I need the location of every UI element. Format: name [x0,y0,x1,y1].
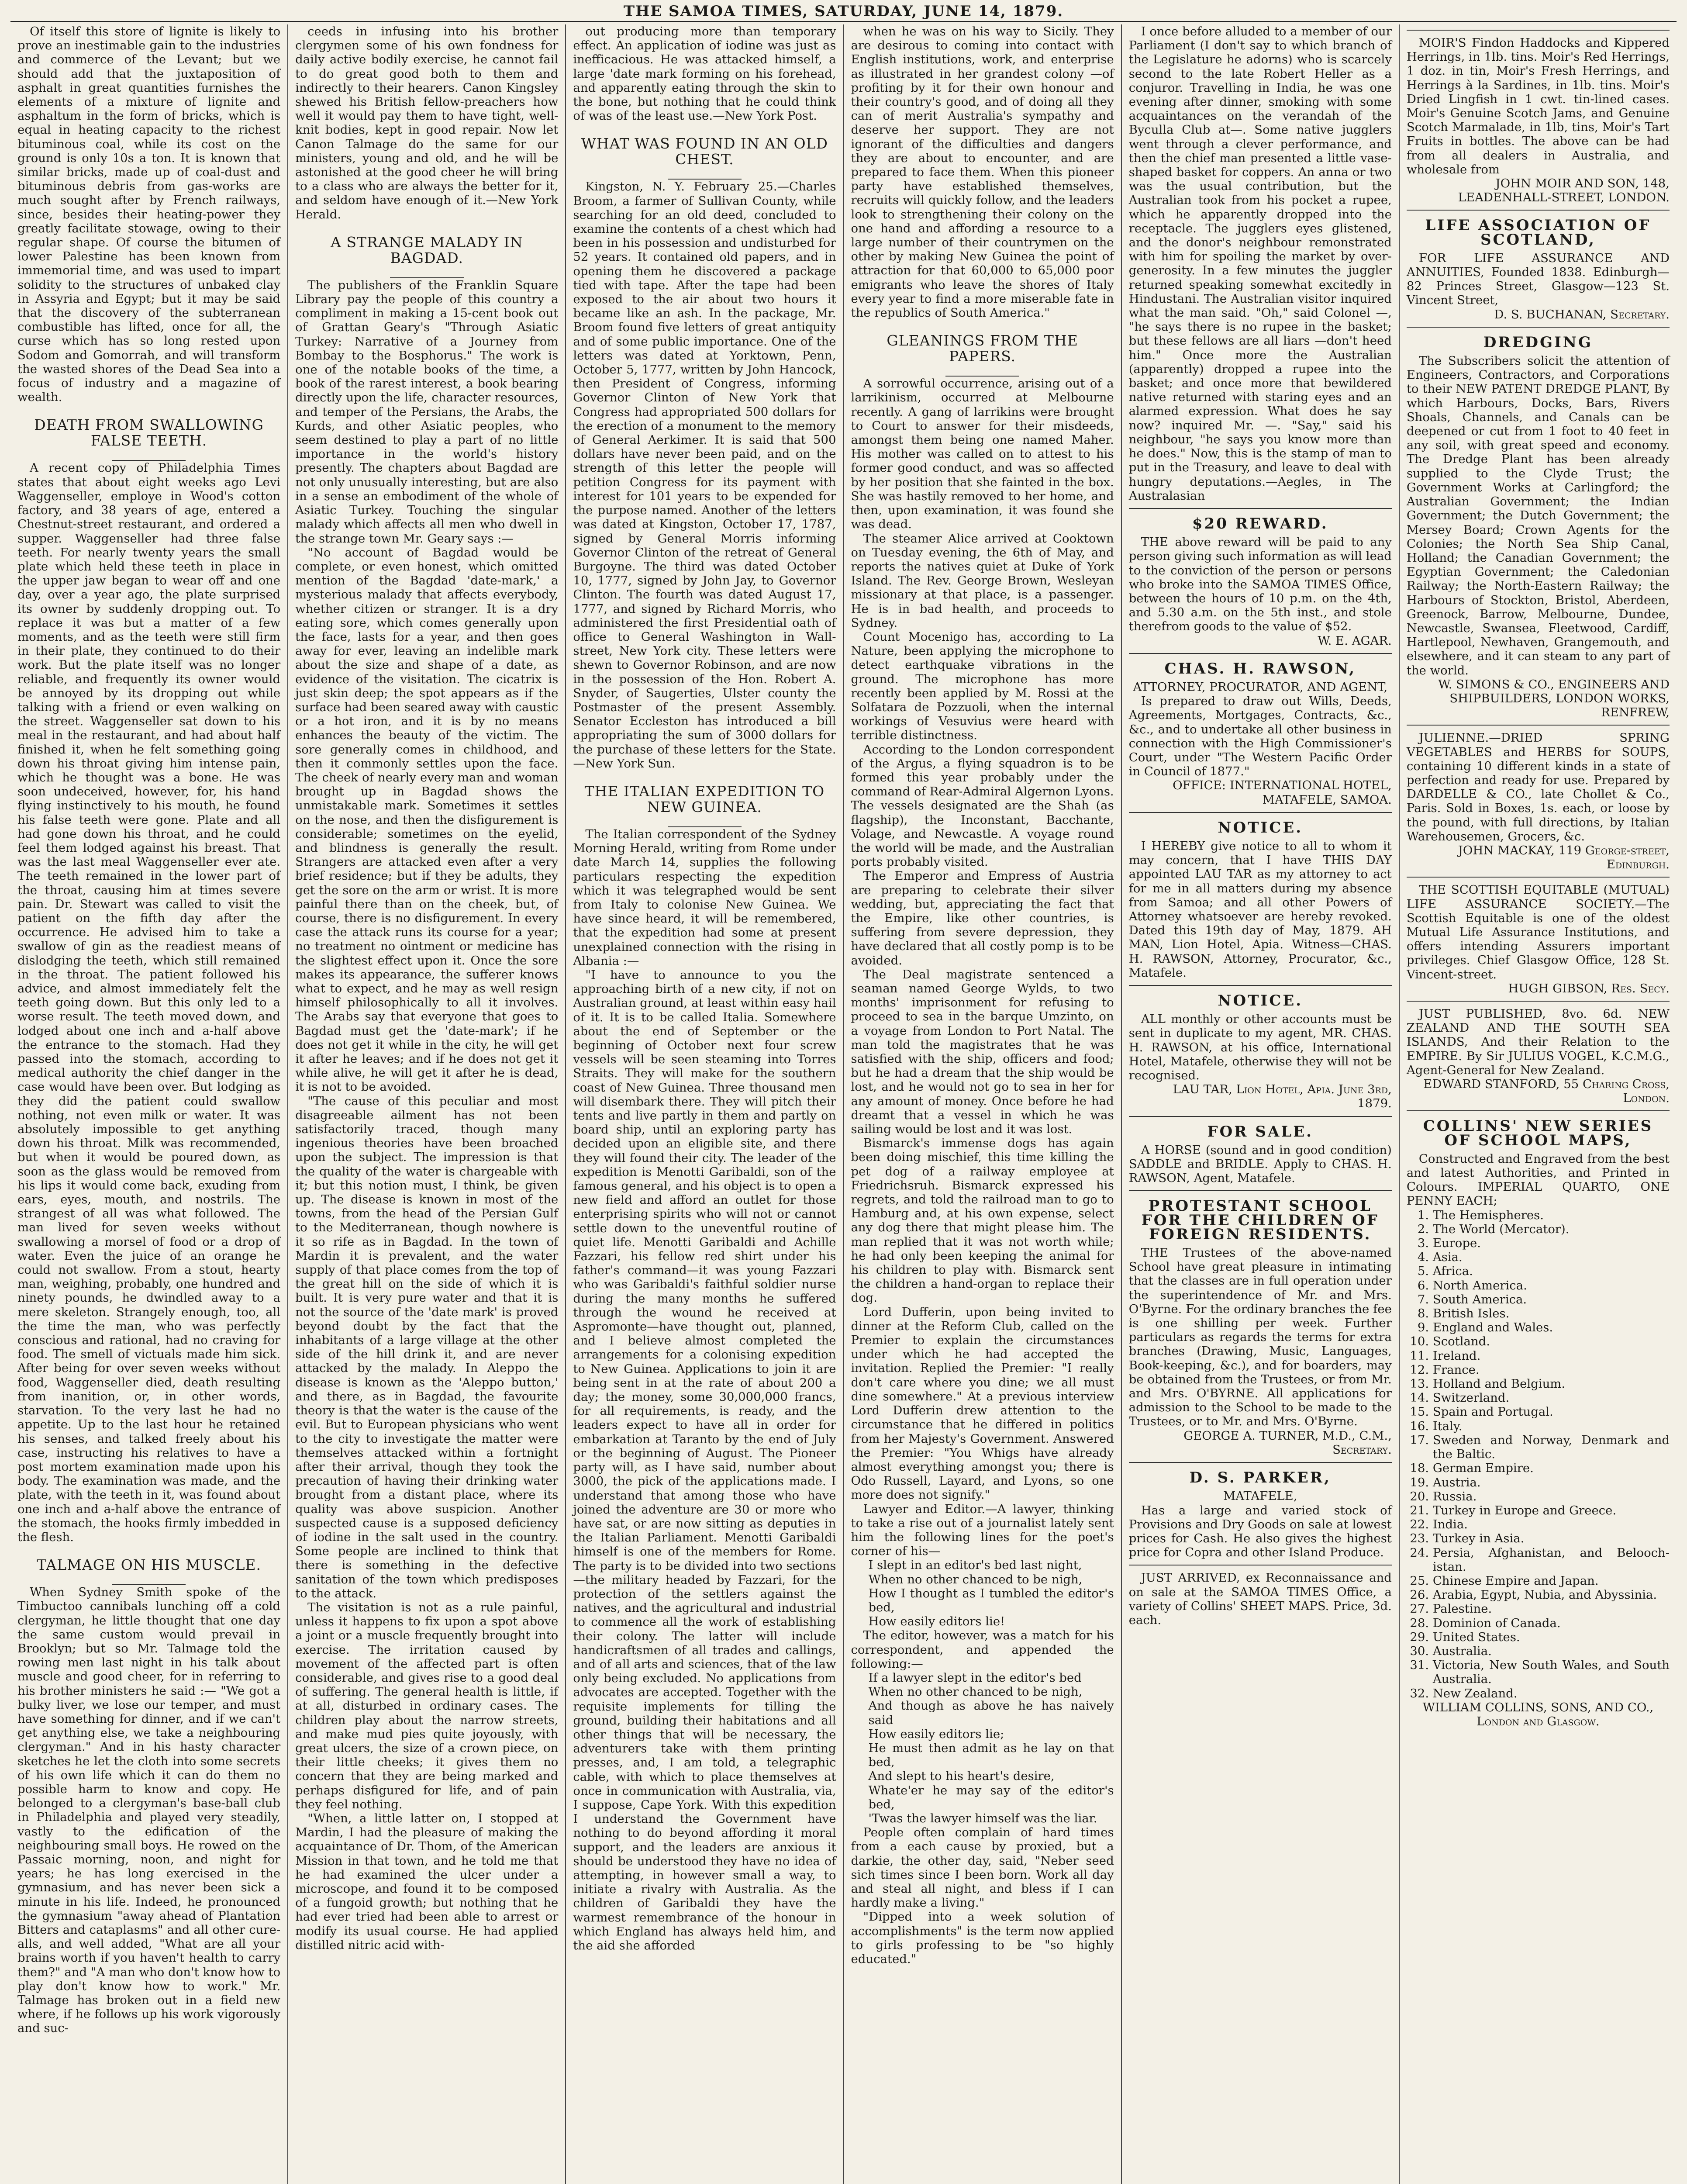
ad-body: MOIR'S Findon Haddocks and Kippered Herrings, in 1lb. tins. Moir's Red Herrings, 1 doz. in tin, Moir's Fresh Herrings, and Herrings à la Sardines, in 1lb. tins. Moir's Dried Lingfish in 1 cwt. tin-lined cases. Moir's Genuine Scotch Jams, and Genuine Scotch Marmalade, in 1lb, tins, Moir's Tart Fruits in bottles. The above can be had from all dealers in Australia, and wholesale from [1406,36,1670,176]
ad-title: NOTICE. [1218,819,1303,836]
advertisement [1129,985,1392,1111]
ad-title: CHAS. H. RAWSON, [1164,660,1356,677]
columns [10,24,1677,2184]
article-paragraph: ceeds in infusing into his brother clergymen some of his own fondness for daily active bodily exercise, he cannot fail to do great good both to them and indirectly to their hearers. Canon Kingsley shewed his British fellow-preachers how well it would pay them to have tight, well-knit bodies, kept in good repair. Now let Canon Talmage do the same for our ministers, young and old, and he will be astonished at the good cheer he will bring to a class who are always the better for it, and seldom have enough of it.—New York Herald. [295,24,559,221]
map-list-item: 7. South America. [1433,1292,1670,1306]
map-list [1407,1208,1670,1700]
map-list-item: 15. Spain and Portugal. [1433,1405,1670,1419]
ad-body: Is prepared to draw out Wills, Deeds, Agreements, Mortgages, Contracts, &c., &c., and to undertake all other business in connection with the High Commissioner's Court, under "The Western Pacific Order in Council of 1877." [1128,694,1392,779]
ad-signature: W. E. AGAR. [1318,633,1392,648]
map-list-item: 13. Holland and Belgium. [1433,1377,1670,1391]
verse: If a lawyer slept in the editor's bed When no other chanced to be nigh, And though as above he has naively said How easily editors lie; He must then admit as he lay on that bed, And slept to his heart's desire, Whate'er he may say of the editor's bed, 'Twas the lawyer himself was the liar. [868,1670,1114,1825]
map-list-item: 16. Italy. [1433,1419,1670,1433]
column-5 [1122,24,1400,2184]
ad-signature: HUGH GIBSON, Res. Secy. [1508,981,1670,995]
ad-subtitle: MATAFELE, [1223,1489,1297,1503]
map-list-item: 5. Africa. [1433,1264,1670,1278]
ad-signature: D. S. BUCHANAN, Secretary. [1494,307,1670,321]
masthead-rule [10,21,1677,22]
ad-signature: WILLIAM COLLINS, SONS, AND CO., London and Glasgow. [1422,1700,1654,1728]
ad-body: ALL monthly or other accounts must be sent in duplicate to my agent, MR. CHAS. H. RAWSON, at his office, International Hotel, Matafele, otherwise they will not be recognised. [1128,1012,1392,1083]
article-paragraph: Lord Dufferin, upon being invited to dinner at the Reform Club, called on the Premier to explain the circumstances under which he had accepted the invitation. Replied the Premier: "I really don't care where you dine; we all must dine somewhere." At a previous interview Lord Dufferin drew attention to the circumstance that he differed in politics from her Majesty's Government. Answered the Premier: "You Whigs have already almost everything amongst you; there is Odo Russell, Layard, and Lyons, so one more does not signify." [851,1305,1114,1502]
map-list-item: 32. New Zealand. [1433,1686,1670,1700]
map-list-item: 19. Austria. [1433,1476,1670,1489]
map-list-item: 18. German Empire. [1433,1461,1670,1475]
map-list-item: 4. Asia. [1433,1250,1670,1264]
column-1 [10,24,288,2184]
map-list-item: 31. Victoria, New South Wales, and South Australia. [1433,1658,1670,1686]
ad-title: DREDGING [1483,333,1593,351]
column-6 [1400,24,1677,2184]
article-paragraph: "When, a little latter on, I stopped at Mardin, I had the pleasure of making the acquaintance of Dr. Thom, of the American Mission in that town, and he told me that he had examined the ulcer under a microscope, and found it to be composed of a fungoid growth; but nothing that he had ever tried had been able to arrest or modify its usual course. He had applied distilled nitric acid with- [295,1811,559,1952]
ad-body: THE Trustees of the above-named School have great pleasure in intimating that the classes are in full operation under the superintendence of Mr. and Mrs. O'Byrne. For the ordinary branches the fee is one shilling per week. Further particulars as regards the terms for extra branches (Drawing, Music, Languages, Book-keeping, &c.), and for boarders, may be obtained from the Trustees, or from Mr. and Mrs. O'BYRNE. All applications for admission to the School to be made to the Trustees, or to Mr. and Mrs. O'Byrne. [1128,1246,1392,1429]
map-list-item: 17. Sweden and Norway, Denmark and the Baltic. [1433,1433,1670,1461]
ad-signature: OFFICE: INTERNATIONAL HOTEL, MATAFELE, SAMOA. [1173,778,1392,807]
advertisement [1407,1001,1670,1105]
article-paragraph: A recent copy of Philadelphia Times states that about eight weeks ago Levi Waggenseller, employe in Wood's cotton factory, and 38 years of age, entered a Chestnut-street restaurant, and ordered a supper. Waggenseller had three false teeth. For nearly twenty years the small plate which held these teeth in place in the upper jaw began to wear off and one day, over a year ago, the plate surprised its owner by suddenly dropping out. To replace it was but a matter of a few moments, and as the teeth were still firm in their plate, they continued to do their work. But the plate itself was no longer reliable, and frequently its owner would be annoyed by its dropping out while talking with a friend or even walking on the street. Waggenseller sat down to his meal in the restaurant, and had about half finished it, when he felt something going down his throat giving him intense pain, which he thought was a bone. He was soon undeceived, however, for, his hand flying instinctively to his mouth, he found his false teeth were gone. Plate and all had gone down his throat, and he could feel them lodged against his breast. That was the last meal Waggenseller ever ate. The teeth remained in the lower part of the throat, causing him at times severe pain. Dr. Stewart was called to visit the patient on the fifth day after the occurrence. He advised him to take a swallow of gin as the readiest means of dislodging the teeth, which still remained in the throat. The patient followed his advice, and almost immediately felt the teeth going down. But this only led to a worse result. The teeth moved down, and lodged about one inch and a-half above the entrance to the stomach. Had they passed into the stomach, according to medical authority the chief danger in the case would have been over. But lodging as they did the patient could swallow nothing, not even milk or water. It was absolutely impossible to get anything down his throat. Milk was recommended, but when it would be poured down, as soon as the glass would be removed from his lips it would come back, exuding from ears, eyes, mouth, and nostrils. The strangest of all was what followed. The man lived for seven weeks without swallowing a morsel of food or a drop of water. Even the juice of an orange he could not swallow. From a stout, hearty man, weighing, probably, one hundred and ninety pounds, he dwindled away to a mere skeleton. Strangely enough, too, all the time the man, who was perfectly conscious and rational, had no craving for food. The smell of victuals made him sick. After being for over seven weeks without food, Waggenseller died, death resulting from inanition, or, in other words, starvation. To the very last he had no appetite. Up to the last hour he retained his senses, and talked freely about his case, instructing his relatives to have a post mortem examination made upon his body. The examination was made, and the plate, with the teeth in it, was found about one inch and a-half above the entrance of the stomach, the hooks firmly imbedded in the flesh. [17,461,281,1544]
map-list-item: 28. Dominion of Canada. [1433,1616,1670,1630]
ad-title: COLLINS' NEW SERIES OF SCHOOL MAPS, [1423,1117,1653,1149]
column-4 [844,24,1122,2184]
ad-body: A HORSE (sound and in good condition) SADDLE and BRIDLE. Apply to CHAS. H. RAWSON, Agent, Matafele. [1128,1143,1392,1185]
ad-body: JULIENNE.—DRIED SPRING VEGETABLES and HERBS for SOUPS, containing 10 different kinds in a state of perfection and ready for use. Prepared by DARDELLE & CO., late Chollet & Co., Paris. Sold in Boxes, 1s. each, or loose by the pound, with full directions, by Italian Warehousemen, Grocers, &c. [1406,731,1670,843]
article-paragraph: "I have to announce to you the approaching birth of a new city, if not on Australian ground, at least within easy hail of it. It is to be called Italia. Somewhere about the end of September or the beginning of October next four screw vessels will be seen steaming into Torres Straits. They will make for the southern coast of New Guinea. Three thousand men will disembark there. They will pitch their tents and live partly in them and partly on board ship, until an exploring party has decided upon an eligible site, and there they will found their city. The leader of the expedition is Menotti Garibaldi, son of the famous general, and his object is to open a new field and afford an outlet for those enterprising spirits who will not or cannot settle down to the uneventful routine of quiet life. Menotti Garibaldi and Achille Fazzari, his fellow red shirt under his father's command—it was young Fazzari who was Garibaldi's faithful soldier nurse during the many months he suffered through the wound he received at Aspromonte—have thought out, planned, and I believe almost completed the arrangements for a colonising expedition to New Guinea. Applications to join it are being sent in at the rate of about 200 a day; the money, some 30,000,000 francs, for all requirements, is ready, and the leaders expect to have all in order for embarkation at Taranto by the end of July or the beginning of August. The Pioneer party will, as I have said, number about 3000, the pick of the applications made. I understand that among those who have joined the adventure are 30 or more who have sat, or are now sitting as deputies in the Italian Parliament. Menotti Garibaldi himself is one of the members for Rome. The party is to be divided into two sections—the military headed by Fazzari, for the protection of the settlers against the natives, and the agricultural and industrial to commence all the work of establishing their colony. The latter will include handicraftsmen of all trades and callings, and of all arts and sciences, that of the law only being excluded. No applications from advocates are accepted. Together with the requisite implements for tilling the ground, building their habitations and all other things that will be necessary, the adventurers take with them printing presses, and, I am told, a telegraphic cable, with which to place themselves at once in communication with Australia, via, I suppose, Cape York. With this expedition I understand the Government have nothing to do beyond affording it moral support, and the leaders are anxious it should be understood they have no idea of attempting, in however small a way, to initiate a rivalry with Australia. As the children of Garibaldi they have the warmest remembrance of the honour in which England has always held him, and the aid she afforded [573,968,836,1952]
advertisement [1129,653,1392,807]
map-list-item: 11. Ireland. [1433,1349,1670,1363]
ad-body: The Subscribers solicit the attention of Engineers, Contractors, and Corporations to their NEW PATENT DREDGE PLANT, By which Harbours, Docks, Bars, Rivers Shoals, Channels, and Canals can be deepened or cut from 1 foot to 40 feet in any soil, with great speed and economy. The Dredge Plant has been already supplied to the Clyde Trust; the Government Works at Carlingford; the Australian Government; the Indian Government; the Dutch Government; the Mersey Board; Crown Agents for the Colonies; the North Sea Ship Canal, Holland; the Canadian Government; the Egyptian Government; the Caledonian Railway; the North-Eastern Railway; the Harbours of Stockton, Bristol, Aberdeen, Greenock, Barrow, Melbourne, Dundee, Newcastle, Swansea, Fleetwood, Cardiff, Hartlepool, Newhaven, Grangemouth, and elsewhere, and it can steam to any part of the world. [1406,354,1670,677]
advertisement [1129,1190,1392,1457]
advertisement [1407,877,1670,995]
advertisement [1407,30,1670,204]
ad-signature: EDWARD STANFORD, 55 Charing Cross, London. [1423,1077,1670,1106]
ad-title: LIFE ASSOCIATION OF SCOTLAND, [1425,217,1651,249]
column-2 [288,24,566,2184]
ad-body: I HEREBY give notice to all to whom it may concern, that I have THIS DAY appointed LAU TAR as my attorney to act for me in all matters during my absence from Samoa; and all other Powers of Attorney whatsoever are hereby revoked. Dated this 19th day of May, 1879. AH MAN, Lion Hotel, Apia. Witness—CHAS. H. RAWSON, Attorney, Procurator, &c., Matafele. [1128,839,1392,980]
article-paragraph: Kingston, N. Y. February 25.—Charles Broom, a farmer of Sullivan County, while searching for an old deed, concluded to examine the contents of a chest which had been in his possession and undisturbed for 52 years. It contained old papers, and in opening them he discovered a package tied with tape. After the tape had been exposed to the air about two hours it became like an ash. In the package, Mr. Broom found five letters of great antiquity and of some public importance. One of the letters was dated at Yorktown, Penn, October 5, 1777, written by John Hancock, then President of Congress, informing Governor Clinton of New York that Congress had appropriated 500 dollars for the erection of a monument to the memory of General Aerkimer. It is said that 500 dollars have never been paid, and on the strength of this letter the people will petition Congress for its payment with interest for 101 years to be expended for the purpose named. Another of the letters was dated at Kingston, October 17, 1787, signed by General Morris informing Governor Clinton of the retreat of General Burgoyne. The third was dated October 10, 1777, signed by John Jay, to Governor Clinton. The fourth was dated August 17, 1777, and signed by Richard Morris, who administered the first Presidential oath of office to General Washington in Wall-street, New York city. These letters were shewn to Governor Robinson, and are now in the possession of the Hon. Robert A. Snyder, of Saugerties, Ulster county the Postmaster of the present Assembly. Senator Eccleston has introduced a bill appropriating the sum of 3000 dollars for the purchase of these letters for the State.—New York Sun. [573,180,836,771]
advertisement [1129,1462,1392,1559]
map-list-item: 20. Russia. [1433,1489,1670,1503]
masthead: THE SAMOA TIMES, SATURDAY, JUNE 14, 1879. [623,3,1064,20]
article-paragraph: out producing more than temporary effect. An application of iodine was just as inefficacious. He was attacked himself, a large 'date mark forming on his forehead, and apparently eating through the skin to the bone, but nothing that he could think of was of the least use.—New York Post. [573,24,836,123]
article-paragraph: Bismarck's immense dogs has again been doing mischief, this time killing the pet dog of a railway employee at Friedrichsruh. Bismarck expressed his regrets, and told the railroad man to go to Hamburg and, at his own expense, select any dog there that might please him. The man replied that it was not worth while; he had only been keeping the animal for his children to play with. Bismarck sent the children a hand-organ to replace their dog. [851,1136,1114,1305]
article-headline: A STRANGE MALADY IN BAGDAD. [331,233,523,266]
map-list-item: 8. British Isles. [1433,1306,1670,1320]
map-list-item: 26. Arabia, Egypt, Nubia, and Abyssinia. [1433,1588,1670,1602]
map-list-item: 29. United States. [1433,1630,1670,1644]
article-headline: WHAT WAS FOUND IN AN OLD CHEST. [581,135,828,168]
article-paragraph: A sorrowful occurrence, arising out of a larrikinism, occurred at Melbourne recently. A gang of larrikins were brought to Court to answer for their misdeeds, amongst them being one named Maher. His mother was called on to attest to his former good conduct, and was so affected by her position that she fainted in the box. She was hastily removed to her home, and then, upon examination, it was found she was dead. [851,377,1114,532]
article-paragraph: "No account of Bagdad would be complete, or even honest, which omitted mention of the Bagdad 'date-mark,' a mysterious malady that affects everybody, whether citizen or stranger. It is a dry eating sore, which comes generally upon the face, lasts for a year, and then goes away for ever, leaving an indelible mark about the size and shape of a date, as evidence of the visitation. The cicatrix is just skin deep; the spot appears as if the surface had been seared away with caustic or a hot iron, and it is by no means enhances the beauty of the victim. The sore generally comes in childhood, and then it commonly settles upon the face. The cheek of nearly every man and woman brought up in Bagdad shows the unmistakable mark. Sometimes it settles on the nose, and then the disfigurement is considerable; sometimes on the eyelid, and blindness is generally the result. Strangers are attacked even after a very brief residence; but if they be adults, they get the sore on the arm or wrist. It is more painful there than on the cheek, but, of course, there is no disfigurement. In every case the attack runs its course for a year; no treatment no ointment or medicine has the slightest effect upon it. Once the sore makes its appearance, the sufferer knows what to expect, and he may as well resign himself philosophically to all it involves. The Arabs say that everyone that goes to Bagdad must get the 'date-mark'; if he does not get it while in the city, he will get it after he leaves; and if he does not get it while alive, he will get it after he is dead, it is not to be avoided. [295,545,559,1094]
ad-title: $20 REWARD. [1192,515,1328,532]
ad-body: JUST PUBLISHED, 8vo. 6d. NEW ZEALAND AND THE SOUTH SEA ISLANDS, And their Relation to the EMPIRE. By Sir JULIUS VOGEL, K.C.M.G., Agent-General for New Zealand. [1406,1007,1670,1077]
article-paragraph: The visitation is not as a rule painful, unless it happens to fix upon a spot above a joint or a muscle frequently brought into exercise. The irritation caused by movement of the affected part is often considerable, and gives rise to a good deal of suffering. The general health is little, if at all, disturbed in ordinary cases. The children play about the narrow streets, and make mud pies quite joyously, with great ulcers, the size of a crown piece, on their little cheeks; it gives them no concern that they are being marked and perhaps disfigured for life, and of pain they feel nothing. [295,1600,559,1811]
article-paragraph: The Italian correspondent of the Sydney Morning Herald, writing from Rome under date March 14, supplies the following particulars respecting the expedition which it was telegraphed would be sent from Italy to colonise New Guinea. We have since heard, it will be remembered, that the expedition had some at present unexplained connection with the rising in Albania :— [573,827,836,968]
column-3 [566,24,844,2184]
article-paragraph: The Deal magistrate sentenced a seaman named George Wylds, to two months' imprisonment for refusing to proceed to sea in the barque Umzinto, on a voyage from London to Port Natal. The man told the magistrates that he was satisfied with the ship, officers and food; but he had a dream that the ship would be lost, and he would not go to sea in her for any amount of money. Once before he had dreamt that a vessel in which he was sailing would be lost and it was lost. [851,967,1114,1137]
article-paragraph: The Emperor and Empress of Austria are preparing to celebrate their silver wedding, but, appreciating the fact that the Empire, like other countries, is suffering from severe depression, they have declared that all costly pomp is to be avoided. [851,869,1114,968]
article-paragraph: The steamer Alice arrived at Cooktown on Tuesday evening, the 6th of May, and reports the natives quiet at Duke of York Island. The Rev. George Brown, Wesleyan missionary at that place, is a passenger. He is in bad health, and proceeds to Sydney. [851,531,1114,630]
article-paragraph: The editor, however, was a match for his correspondent, and appended the following:— [851,1628,1114,1671]
advertisement [1407,1110,1670,1208]
ad-title: FOR SALE. [1207,1123,1313,1140]
article-headline: DEATH FROM SWALLOWING FALSE TEETH. [34,416,264,449]
article-paragraph: when he was on his way to Sicily. They are desirous to coming into contact with English institutions, work, and enterprise as illustrated in her grandest colony —of profiting by it for their own honour and their country's good, and of doing all they can of merit Australia's sympathy and deserve her support. They are not ignorant of the difficulties and dangers they are about to encounter, and are prepared to face them. When this pioneer party have established themselves, recruits will quickly follow, and the leaders look to strengthening their colony on the one hand and affording a resource to a large number of their countrymen on the other by making New Guinea the point of attraction for that 60,000 to 65,000 poor emigrants who leave the shores of Italy every year to find a more miserable fate in the republics of South America." [851,24,1114,320]
ad-body: THE SCOTTISH EQUITABLE (MUTUAL) LIFE ASSURANCE SOCIETY.—The Scottish Equitable is one of the oldest Mutual Life Assurance Institutions, and offers intending Assurers important privileges. Chief Glasgow Office, 128 St. Vincent-street. [1406,883,1670,981]
article-paragraph: "The cause of this peculiar and most disagreeable ailment has not been satisfactorily traced, though many ingenious theories have been broached upon the subject. The impression is that the quality of the water is chargeable with it; but this notion must, I think, be given up. The disease is known in most of the towns, from the head of the Persian Gulf to the Mediterranean, though nowhere is it so rife as in Bagdad. In the town of Mardin it is prevalent, and the water supply of that place comes from the top of the great hill on the side of which it is built. It is very pure water and that it is not the source of the 'date mark' is proved beyond doubt by the fact that the inhabitants of a large village at the other side of the hill drink it, and are never attacked by the malady. In Aleppo the disease is known as the 'Aleppo button,' and there, as in Bagdad, the favourite theory is that the water is the cause of the evil. But to European physicians who went to the city to investigate the matter were themselves attacked within a fortnight after their arrival, though they took the precaution of having their drinking water brought from a distant place, where its quality was above suspicion. Another suspected cause is a supposed deficiency of iodine in the salt used in the country. Some people are inclined to think that there is something in the defective sanitation of the town which predisposes to the attack. [295,1094,559,1600]
advertisement [1129,812,1392,980]
map-list-item: 2. The World (Mercator). [1433,1222,1670,1236]
article-paragraph: Of itself this store of lignite is likely to prove an inestimable gain to the industries and commerce of the Levant; but we should add that the juxtaposition of asphalt in great quantities furnishes the elements of a mixture of lignite and asphaltum in the form of bricks, which is equal in heating capacity to the richest bituminous coal, while its cost on the ground is only 10s a ton. It is known that similar bricks, made up of coal-dust and bituminous debris from gas-works are much sought after by French railways, since, besides their heating-power they greatly facilitate stowage, owing to their regular shape. Of course the bitumen of lower Palestine has been known from immemorial time, and was used to impart solidity to the structures of unbaked clay in Assyria and Egypt; but it may be said that the discovery of the subterranean combustible has lifted, once for all, the curse which has so long rested upon Sodom and Gomorrah, and will transform the wasted shores of the Dead Sea into a focus of industry and a magazine of wealth. [17,24,281,404]
ad-signature: LAU TAR, Lion Hotel, Apia. June 3rd, 1879. [1173,1082,1392,1111]
article-headline: TALMAGE ON HIS MUSCLE. [37,1556,261,1574]
ad-body: JUST ARRIVED, ex Reconnaissance and on sale at the SAMOA TIMES Office, a variety of Collins' SHEET MAPS. Price, 3d. each. [1128,1571,1392,1627]
advertisement [1129,1565,1392,1627]
advertisement [1407,327,1670,719]
map-list-item: 24. Persia, Afghanistan, and Belooch-istan. [1433,1546,1670,1574]
ad-signature: JOHN MOIR AND SON, 148, LEADENHALL-STREET, LONDON. [1458,176,1670,205]
advertisement [1129,508,1392,648]
map-list-item: 27. Palestine. [1433,1602,1670,1616]
article-paragraph: Lawyer and Editor.—A lawyer, thinking to take a rise out of a journalist lately sent him the following lines for the poet's corner of his— [851,1502,1114,1559]
ad-body: THE above reward will be paid to any person giving such information as will lead to the conviction of the person or persons who broke into the SAMOA TIMES Office, between the hours of 10 p.m. on the 4th, and 5.30 a.m. on the 5th inst., and stole therefrom goods to the value of $52. [1128,535,1392,634]
article-headline: THE ITALIAN EXPEDITION TO NEW GUINEA. [584,782,825,816]
ad-title: PROTESTANT SCHOOL FOR THE CHILDREN OF FOREIGN RESIDENTS. [1141,1197,1379,1243]
map-list-item: 12. France. [1433,1363,1670,1377]
map-list-item: 25. Chinese Empire and Japan. [1433,1574,1670,1588]
ad-body: Has a large and varied stock of Provisions and Dry Goods on sale at lowest prices for Cash. He also gives the highest price for Copra and other Island Produce. [1128,1503,1392,1560]
article-paragraph: I once before alluded to a member of our Parliament (I don't say to which branch of the Legislature he adorns) who is scarcely second to the late Robert Heller as a conjuror. Travelling in India, he was one evening after dinner, smoking with some acquaintances on the verandah of the Byculla Club at—. Some native jugglers went through a clever performance, and then the chief man presented a little vase-shaped basket for coppers. An anna or two was the usual contribution, but the Australian took from his pocket a rupee, which he apparently dropped into the receptacle. The jugglers eyes glistened, and the donor's neighbour remonstrated with him for spoiling the market by over-generosity. In a few minutes the juggler returned speaking somewhat excitedly in Hindustani. The Australian visitor inquired what the man said. "Oh," said Colonel —, "he says there is no rupee in the basket; but these fellows are all liars —don't heed him." Once more the Australian (apparently) dropped a rupee into the basket; and once more that bewildered native returned with staring eyes and an alarmed expression. What does he say now? inquired Mr. —. "Say," said his neighbour, "he says you know more than he does." Now, this is the stamp of man to put in the Treasury, and leave to deal with hungry deputations.—Aegles, in The Australasian [1128,24,1392,503]
map-list-item: 9. England and Wales. [1433,1320,1670,1334]
map-list-item: 21. Turkey in Europe and Greece. [1433,1503,1670,1517]
ad-signature: GEORGE A. TURNER, M.D., C.M., Secretary. [1183,1428,1392,1457]
map-list-item: 14. Switzerland. [1433,1391,1670,1405]
map-list-item: 22. India. [1433,1517,1670,1531]
map-list-item: 3. Europe. [1433,1236,1670,1250]
article-paragraph: The publishers of the Franklin Square Library pay the people of this country a compliment in making a 15-cent book out of Grattan Geary's "Through Asiatic Turkey: Narrative of a Journey from Bombay to the Bosphorus." The work is one of the notable books of the time, a book of the rarest interest, a book bearing directly upon the life, character resources, and temper of the Persians, the Arabs, the Kurds, and other Asiatic peoples, who seem destined to play a part of no little importance in the world's history presently. The chapters about Bagdad are not only unusually interesting, but are also in a sense an embodiment of the whole of Asiatic Turkey. Touching the singular malady which affects all men who dwell in the strange town Mr. Geary says :— [295,278,559,546]
ad-body: FOR LIFE ASSURANCE AND ANNUITIES, Founded 1838. Edinburgh—82 Princes Street, Glasgow—123 St. Vincent Street, [1406,251,1670,308]
map-list-item: 30. Australia. [1433,1644,1670,1658]
ad-body: Constructed and Engraved from the best and latest Authorities, and Printed in Colours. IMPERIAL QUARTO, ONE PENNY EACH; [1406,1151,1670,1208]
ad-signature: JOHN MACKAY, 119 George-street, Edinburgh. [1458,843,1670,872]
ad-title: D. S. PARKER, [1189,1469,1331,1487]
verse: I slept in an editor's bed last night, When no other chanced to be nigh, How I thought as I tumbled the editor's bed, How easily editors lie! [868,1558,1114,1629]
advertisement [1407,210,1670,321]
map-list-item: 10. Scotland. [1433,1334,1670,1348]
ad-title: NOTICE. [1218,992,1303,1009]
article-paragraph: Count Mocenigo has, according to La Nature, been applying the microphone to detect earthquake vibrations in the ground. The microphone has more recently been applied by M. Rossi at the Solfatara de Pozzuoli, when the internal workings of Vesuvius were heard with terrible distinctness. [851,629,1114,743]
article-paragraph: According to the London correspondent of the Argus, a flying squadron is to be formed this year probably under the command of Rear-Admiral Algernon Lyons. The vessels designated are the Shah (as flagship), the Inconstant, Bacchante, Volage, and Newcastle. A voyage round the world will be made, and the Australian ports probably visited. [851,742,1114,869]
ad-subtitle: ATTORNEY, PROCURATOR, AND AGENT, [1133,680,1388,694]
article-paragraph: When Sydney Smith spoke of the Timbuctoo cannibals lunching off a cold clergyman, he little thought that one day the same custom would prevail in Brooklyn; but so Mr. Talmage told the rowing men last night in his talk about muscle and good cheer, for in referring to his brother ministers he said :— "We got a bulky liver, we lose our temper, and must have something for dinner, and if we can't get anything else, we take a neighbouring clergyman." And in his hasty character sketches he let the cloth into some secrets of his own life which it can do them no possible harm to know and copy. He belonged to a clergyman's base-ball club in Philadelphia and played very steadily, vastly to the edification of the neighbouring small boys. He rowed on the Passaic morning, noon, and night for years; he has long exercised in the gymnasium, and has never been sick a minute in his life. Indeed, he pronounced the gymnasium "away ahead of Plantation Bitters and cataplasms" and all other cure-alls, and well added, "What are all your brains worth if you haven't health to carry them?" and "A man who don't know how to play don't know how to work." Mr. Talmage has broken out in a field new where, if he follows up his work vigorously and suc- [17,1585,281,2035]
article-paragraph: "Dipped into a week solution of accomplishments" is the term now applied to girls professing to be "so highly educated." [851,1910,1114,1966]
map-list-item: 23. Turkey in Asia. [1433,1531,1670,1545]
advertisement [1129,1116,1392,1185]
advertisement [1407,725,1670,871]
map-list-item: 1. The Hemispheres. [1433,1208,1670,1222]
article-headline: GLEANINGS FROM THE PAPERS. [887,332,1078,365]
ad-signature: W. SIMONS & CO., ENGINEERS AND SHIPBUILDERS, LONDON WORKS, RENFREW, [1438,677,1670,720]
article-paragraph: People often complain of hard times from a each cause by proxied, but a darkie, the other day, said, "Neber seed sich times since I been born. Work all day and steal all night, and bless if I can hardly make a living." [851,1825,1114,1910]
map-list-item: 6. North America. [1433,1279,1670,1292]
